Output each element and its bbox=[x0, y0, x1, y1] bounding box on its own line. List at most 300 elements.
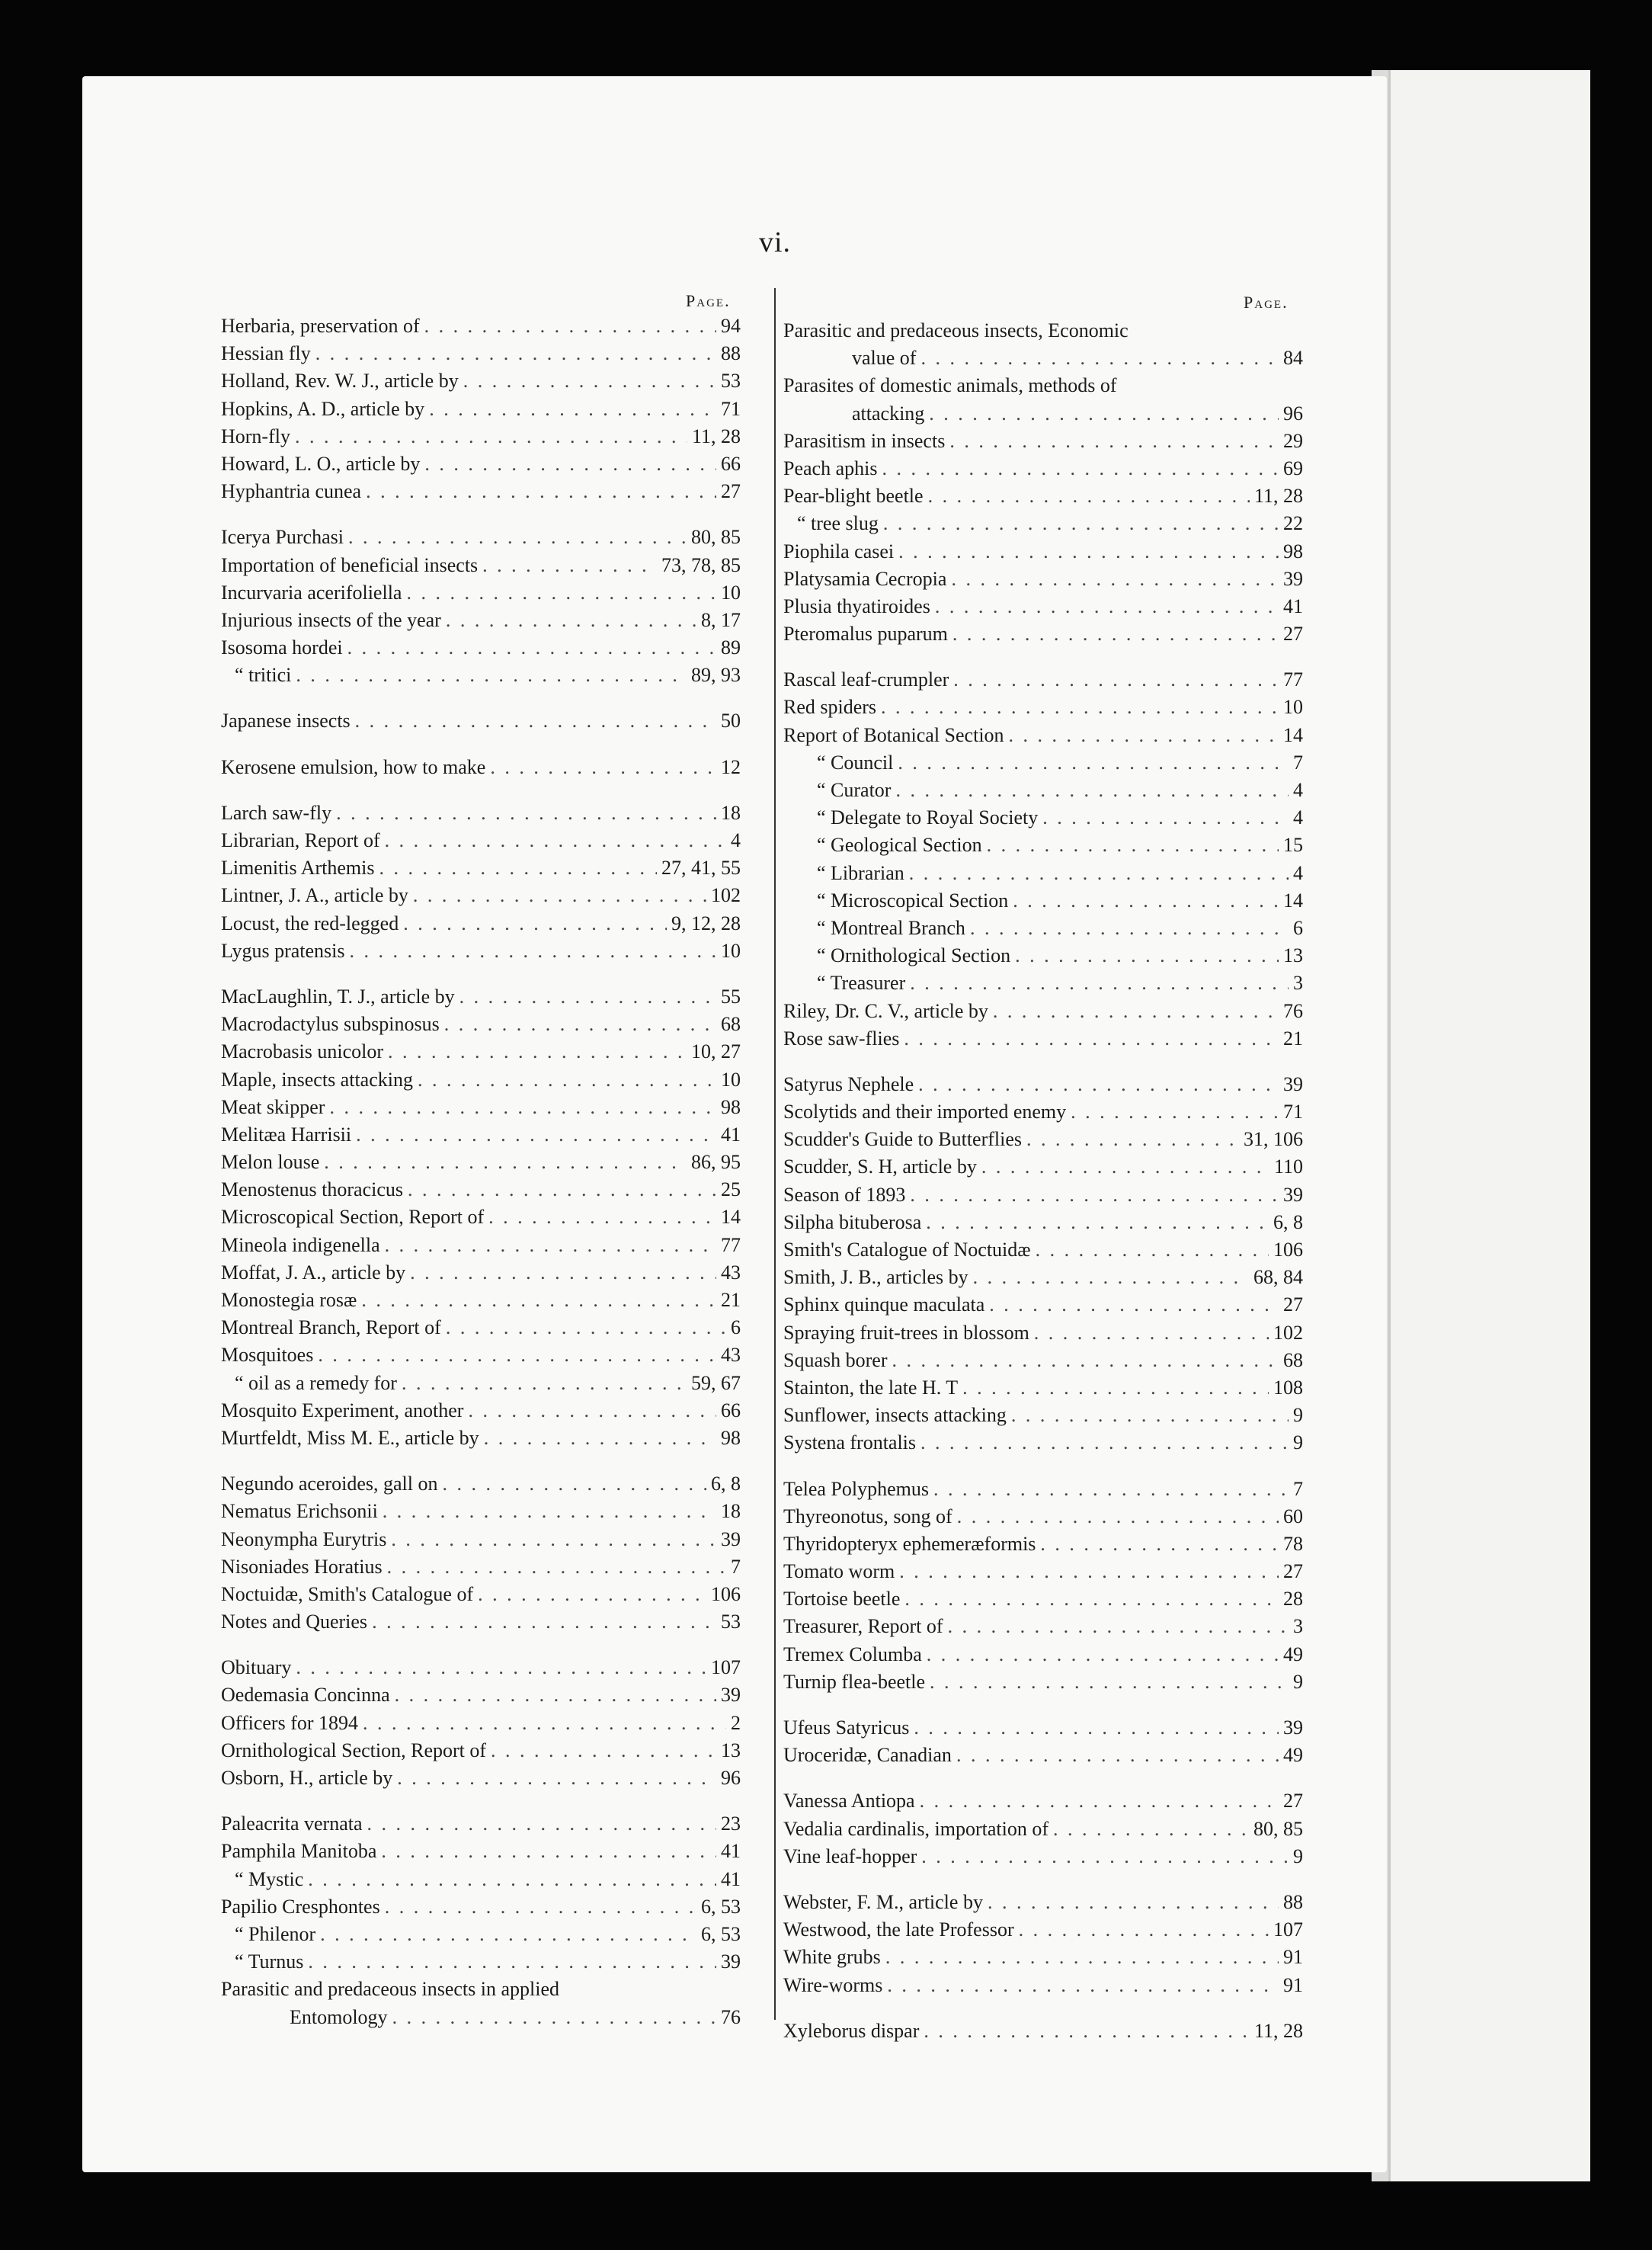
index-entry-term: attacking bbox=[852, 402, 925, 425]
index-entry-page: 39 bbox=[1283, 1183, 1303, 1206]
index-entry-page: 2 bbox=[731, 1711, 741, 1734]
index-entry-term: Melitæa Harrisii bbox=[221, 1123, 352, 1146]
index-entry-term: Webster, F. M., article by bbox=[783, 1890, 983, 1913]
index-entry-page: 21 bbox=[721, 1289, 741, 1311]
index-entry-term: Horn-fly bbox=[221, 425, 290, 447]
index-entry-term: Sunflower, insects attacking bbox=[783, 1404, 1007, 1427]
dot-leader bbox=[899, 1558, 1279, 1585]
dot-leader bbox=[952, 620, 1279, 648]
dot-leader bbox=[444, 1011, 716, 1038]
index-entry-page: 88 bbox=[1283, 1890, 1303, 1913]
index-entry-term: Pamphila Manitoba bbox=[221, 1840, 377, 1863]
index-entry-page: 89 bbox=[721, 636, 741, 659]
index-entry bbox=[783, 1585, 1303, 1613]
index-entry-term: Squash borer bbox=[783, 1348, 888, 1371]
index-entry-page: 91 bbox=[1283, 1973, 1303, 1996]
index-entry bbox=[221, 1149, 741, 1176]
dot-leader bbox=[318, 1341, 716, 1369]
index-entry bbox=[221, 1654, 741, 1681]
index-entry bbox=[783, 482, 1303, 510]
index-entry-page: 89, 93 bbox=[691, 664, 741, 687]
index-entry-term: Peach aphis bbox=[783, 457, 878, 479]
index-entry-term: Papilio Cresphontes bbox=[221, 1895, 380, 1918]
index-entry bbox=[783, 566, 1303, 593]
index-entry bbox=[783, 317, 1303, 345]
index-entry-term: Mosquito Experiment, another bbox=[221, 1399, 464, 1421]
index-entry bbox=[221, 1011, 741, 1038]
page-number: vi. bbox=[759, 226, 792, 258]
index-entry-page: 76 bbox=[721, 2005, 741, 2028]
index-entry-term: Meat skipper bbox=[221, 1095, 325, 1118]
dot-leader bbox=[981, 1153, 1269, 1181]
index-entry-term: Parasitic and predaceous insects in applied bbox=[221, 1978, 560, 2001]
index-entry-term: MacLaughlin, T. J., article by bbox=[221, 985, 455, 1008]
index-entry-page: 71 bbox=[1283, 1101, 1303, 1123]
index-entry-term: Thyridopteryx ephemeræformis bbox=[783, 1532, 1036, 1555]
dot-leader bbox=[395, 1681, 716, 1709]
dot-leader bbox=[379, 854, 658, 882]
index-entry bbox=[221, 1710, 741, 1737]
dot-leader bbox=[1053, 1816, 1249, 1843]
dot-leader bbox=[887, 1972, 1279, 1999]
dot-leader bbox=[418, 1066, 716, 1094]
index-entry-page: 39 bbox=[721, 1684, 741, 1707]
dot-leader bbox=[924, 2018, 1250, 2045]
dot-leader bbox=[933, 1476, 1289, 1503]
index-entry-term: Murtfeldt, Miss M. E., article by bbox=[221, 1426, 479, 1449]
index-entry-term: Uroceridæ, Canadian bbox=[783, 1744, 952, 1767]
dot-leader bbox=[948, 1613, 1289, 1640]
index-entry bbox=[783, 1641, 1303, 1668]
index-entry-term: value of bbox=[852, 347, 917, 370]
index-entry-term: Smith's Catalogue of Noctuidæ bbox=[783, 1239, 1031, 1261]
index-entry-page: 60 bbox=[1283, 1505, 1303, 1527]
index-entry bbox=[783, 1742, 1303, 1769]
index-entry-page: 77 bbox=[1283, 668, 1303, 691]
page-column-heading: Page. bbox=[686, 291, 731, 310]
dot-leader bbox=[949, 428, 1279, 455]
index-entry-term: “ Librarian bbox=[817, 861, 904, 884]
index-entry bbox=[783, 1889, 1303, 1916]
dot-leader bbox=[1071, 1098, 1279, 1126]
index-entry-term: Scudder, S. H, article by bbox=[783, 1155, 977, 1178]
dot-leader bbox=[429, 396, 716, 423]
index-entry-page: 7 bbox=[731, 1555, 741, 1578]
index-entry-term: Tortoise beetle bbox=[783, 1588, 901, 1611]
dot-leader bbox=[898, 538, 1279, 566]
index-entry bbox=[783, 510, 1303, 537]
index-entry-term: Melon louse bbox=[221, 1151, 320, 1174]
index-entry-page: 18 bbox=[721, 801, 741, 824]
index-entry-term: Parasitism in insects bbox=[783, 429, 946, 452]
index-entry-term: Parasitic and predaceous insects, Economic bbox=[783, 319, 1129, 341]
index-entry bbox=[783, 1071, 1303, 1098]
index-entry-term: Monostegia rosæ bbox=[221, 1289, 357, 1311]
index-entry-page: 80, 85 bbox=[691, 526, 741, 549]
index-entry-term: Pear-blight beetle bbox=[783, 485, 924, 508]
index-entry-page: 3 bbox=[1293, 1615, 1303, 1638]
index-entry-page: 11, 28 bbox=[1253, 485, 1303, 508]
index-entry bbox=[221, 1581, 741, 1608]
index-entry-term: Limenitis Arthemis bbox=[221, 857, 375, 880]
index-entry-term: “ Montreal Branch bbox=[817, 916, 965, 939]
dot-leader bbox=[898, 749, 1289, 777]
dot-leader bbox=[320, 1921, 696, 1948]
index-entry bbox=[221, 827, 741, 854]
index-entry-term: Telea Polyphemus bbox=[783, 1477, 929, 1500]
index-entry-page: 68, 84 bbox=[1253, 1266, 1303, 1289]
dot-leader bbox=[883, 510, 1279, 537]
index-entry bbox=[221, 2004, 741, 2031]
index-entry bbox=[221, 340, 741, 367]
index-entry bbox=[221, 882, 741, 909]
index-entry bbox=[783, 1236, 1303, 1264]
index-entry bbox=[783, 1181, 1303, 1209]
dot-leader bbox=[329, 1094, 716, 1121]
dot-leader bbox=[1009, 722, 1279, 749]
index-entry-page: 68 bbox=[721, 1013, 741, 1036]
index-entry-page: 53 bbox=[721, 1611, 741, 1633]
index-entry bbox=[783, 1429, 1303, 1457]
index-entry-page: 6 bbox=[731, 1316, 741, 1339]
index-entry bbox=[221, 1737, 741, 1764]
index-entry-page: 11, 28 bbox=[1253, 2019, 1303, 2042]
index-entry-page: 4 bbox=[1293, 779, 1303, 801]
index-entry bbox=[783, 1209, 1303, 1236]
index-entry-term: “ Philenor bbox=[235, 1922, 316, 1945]
index-entry-page: 27 bbox=[1283, 623, 1303, 646]
index-entry-page: 27 bbox=[721, 480, 741, 503]
index-entry bbox=[221, 707, 741, 735]
index-entry-page: 91 bbox=[1283, 1946, 1303, 1969]
dot-leader bbox=[372, 1608, 716, 1636]
index-entry-term: Smith, J. B., articles by bbox=[783, 1266, 968, 1289]
dot-leader bbox=[402, 1370, 687, 1397]
index-entry-page: 9 bbox=[1293, 1404, 1303, 1427]
index-entry-term: Sphinx quinque maculata bbox=[783, 1293, 985, 1316]
dot-leader bbox=[957, 1503, 1279, 1530]
index-entry-page: 6, 53 bbox=[701, 1922, 741, 1945]
dot-leader bbox=[478, 1581, 706, 1608]
index-entry-term: Systena frontalis bbox=[783, 1431, 917, 1454]
index-entry bbox=[783, 1816, 1303, 1843]
index-entry-term: Kerosene emulsion, how to make bbox=[221, 755, 486, 778]
index-entry bbox=[783, 400, 1303, 428]
index-entry-term: Howard, L. O., article by bbox=[221, 452, 421, 475]
index-entry bbox=[783, 887, 1303, 915]
dot-leader bbox=[463, 367, 716, 395]
dot-leader bbox=[927, 1641, 1279, 1668]
dot-leader bbox=[956, 1742, 1279, 1769]
dot-leader bbox=[348, 524, 687, 551]
index-entry-term: Platysamia Cecropia bbox=[783, 567, 947, 590]
index-entry bbox=[221, 938, 741, 965]
dot-leader bbox=[988, 1889, 1279, 1916]
index-entry bbox=[783, 694, 1303, 721]
index-entry bbox=[221, 1287, 741, 1314]
index-entry bbox=[221, 1838, 741, 1865]
index-entry-term: Red spiders bbox=[783, 696, 877, 719]
index-entry-term: Wire-worms bbox=[783, 1973, 883, 1996]
index-entry-page: 15 bbox=[1283, 834, 1303, 857]
dot-leader bbox=[482, 552, 657, 579]
index-entry-page: 13 bbox=[1283, 944, 1303, 967]
index-entry bbox=[221, 1038, 741, 1066]
index-entry-page: 78 bbox=[1283, 1532, 1303, 1555]
dot-leader bbox=[406, 579, 716, 607]
dot-leader bbox=[935, 593, 1279, 620]
dot-leader bbox=[408, 1176, 716, 1204]
index-entry bbox=[783, 593, 1303, 620]
index-entry-term: “ Curator bbox=[817, 779, 892, 801]
index-entry bbox=[221, 1470, 741, 1498]
dot-leader bbox=[424, 450, 716, 478]
index-entry-page: 86, 95 bbox=[691, 1151, 741, 1174]
index-entry-page: 53 bbox=[721, 370, 741, 393]
index-entry bbox=[221, 1425, 741, 1452]
index-entry-page: 14 bbox=[721, 1206, 741, 1229]
index-entry-term: “ Mystic bbox=[235, 1867, 304, 1890]
index-entry bbox=[783, 1264, 1303, 1291]
index-entry-page: 4 bbox=[731, 829, 741, 851]
index-entry-term: Holland, Rev. W. J., article by bbox=[221, 370, 459, 393]
index-entry-page: 102 bbox=[1273, 1321, 1303, 1344]
index-entry-page: 9 bbox=[1293, 1431, 1303, 1454]
index-entry-term: Scolytids and their imported enemy bbox=[783, 1101, 1067, 1123]
index-entry bbox=[783, 345, 1303, 372]
index-entry-term: Hyphantria cunea bbox=[221, 480, 362, 503]
index-entry bbox=[783, 1613, 1303, 1640]
index-entry-page: 73, 78, 85 bbox=[661, 553, 741, 576]
index-entry bbox=[783, 1347, 1303, 1374]
dot-leader bbox=[987, 832, 1279, 859]
index-entry-page: 31, 106 bbox=[1244, 1128, 1303, 1151]
dot-leader bbox=[347, 634, 716, 662]
index-entry bbox=[783, 915, 1303, 942]
dot-leader bbox=[953, 666, 1279, 694]
index-entry bbox=[221, 1681, 741, 1709]
index-entry-page: 41 bbox=[721, 1840, 741, 1863]
index-entry-term: Hopkins, A. D., article by bbox=[221, 397, 425, 420]
index-entry-term: Treasurer, Report of bbox=[783, 1615, 943, 1638]
index-entry-page: 49 bbox=[1283, 1643, 1303, 1665]
index-entry-term: Noctuidæ, Smith's Catalogue of bbox=[221, 1582, 474, 1605]
index-entry-page: 10 bbox=[721, 939, 741, 962]
dot-leader bbox=[918, 1071, 1279, 1098]
index-entry-term: Larch saw-fly bbox=[221, 801, 332, 824]
index-entry-page: 14 bbox=[1283, 723, 1303, 746]
dot-leader bbox=[962, 1374, 1269, 1402]
dot-leader bbox=[446, 1314, 726, 1341]
index-entry-term: Negundo aceroides, gall on bbox=[221, 1473, 438, 1495]
index-entry bbox=[221, 1204, 741, 1231]
index-entry-term: “ Delegate to Royal Society bbox=[817, 806, 1039, 829]
index-entry-page: 106 bbox=[711, 1582, 741, 1605]
dot-leader bbox=[490, 754, 716, 781]
dot-leader bbox=[921, 1843, 1289, 1870]
index-entry-page: 7 bbox=[1293, 1477, 1303, 1500]
dot-leader bbox=[1015, 942, 1279, 970]
index-entry-page: 80, 85 bbox=[1253, 1817, 1303, 1840]
index-entry bbox=[221, 1066, 741, 1094]
index-entry-page: 84 bbox=[1283, 347, 1303, 370]
index-entry-term: Menostenus thoracicus bbox=[221, 1178, 404, 1201]
index-entry-page: 110 bbox=[1273, 1155, 1303, 1178]
index-entry-term: Macrodactylus subspinosus bbox=[221, 1013, 440, 1036]
dot-leader bbox=[446, 607, 696, 634]
index-entry-page: 94 bbox=[721, 315, 741, 337]
index-entry-page: 25 bbox=[721, 1178, 741, 1201]
index-entry bbox=[783, 1916, 1303, 1944]
index-entry-term: Neonympha Eurytris bbox=[221, 1527, 387, 1550]
index-entry-term: Moffat, J. A., article by bbox=[221, 1261, 406, 1284]
index-entry-term: Westwood, the late Professor bbox=[783, 1918, 1014, 1941]
index-entry bbox=[783, 428, 1303, 455]
dot-leader bbox=[403, 910, 667, 938]
index-entry bbox=[783, 1374, 1303, 1402]
index-entry-term: “ Turnus bbox=[235, 1950, 304, 1973]
index-entry bbox=[783, 1843, 1303, 1870]
index-entry-page: 10, 27 bbox=[691, 1040, 741, 1063]
index-entry bbox=[783, 1291, 1303, 1319]
index-entry-page: 13 bbox=[721, 1739, 741, 1761]
index-entry-page: 4 bbox=[1293, 806, 1303, 829]
index-entry-term: Librarian, Report of bbox=[221, 829, 380, 851]
index-entry-page: 39 bbox=[1283, 1072, 1303, 1095]
index-entry bbox=[783, 1530, 1303, 1558]
dot-leader bbox=[424, 312, 716, 340]
index-entry-page: 106 bbox=[1273, 1239, 1303, 1261]
index-entry-page: 43 bbox=[721, 1344, 741, 1367]
index-entry bbox=[783, 372, 1303, 399]
dot-leader bbox=[355, 707, 716, 735]
dot-leader bbox=[392, 2004, 716, 2031]
index-entry-page: 41 bbox=[721, 1123, 741, 1146]
index-entry bbox=[221, 1921, 741, 1948]
index-entry-page: 59, 67 bbox=[691, 1371, 741, 1394]
dot-leader bbox=[882, 455, 1279, 482]
index-entry-term: Vanessa Antiopa bbox=[783, 1790, 915, 1812]
dot-leader bbox=[929, 400, 1279, 428]
index-entry-term: Mosquitoes bbox=[221, 1344, 314, 1367]
index-entry-page: 41 bbox=[721, 1867, 741, 1890]
dot-leader bbox=[920, 1429, 1289, 1457]
index-entry bbox=[783, 1153, 1303, 1181]
index-entry-page: 41 bbox=[1283, 595, 1303, 617]
index-entry bbox=[221, 607, 741, 634]
index-entry bbox=[221, 1948, 741, 1976]
index-entry-page: 12 bbox=[721, 755, 741, 778]
index-entry-term: Report of Botanical Section bbox=[783, 723, 1004, 746]
index-entry bbox=[783, 1503, 1303, 1530]
index-entry-page: 6, 53 bbox=[701, 1895, 741, 1918]
dot-leader bbox=[1034, 1319, 1269, 1347]
dot-leader bbox=[895, 777, 1289, 804]
index-entry-term: Incurvaria acerifoliella bbox=[221, 581, 402, 604]
dot-leader bbox=[295, 423, 687, 450]
dot-leader bbox=[930, 1668, 1289, 1696]
index-entry-term: Piophila casei bbox=[783, 540, 895, 562]
dot-leader bbox=[951, 566, 1279, 593]
index-entry bbox=[221, 1498, 741, 1525]
index-entry bbox=[221, 1094, 741, 1121]
index-entry-term: “ tritici bbox=[235, 664, 292, 687]
index-entry-page: 108 bbox=[1273, 1376, 1303, 1399]
index-entry-page: 6, 8 bbox=[1273, 1210, 1303, 1233]
index-entry-term: Entomology bbox=[290, 2005, 388, 2028]
index-entry-page: 107 bbox=[1273, 1918, 1303, 1941]
index-entry bbox=[221, 1176, 741, 1204]
index-entry-page: 8, 17 bbox=[701, 608, 741, 631]
dot-leader bbox=[459, 983, 716, 1011]
dot-leader bbox=[904, 1585, 1279, 1613]
dot-leader bbox=[909, 860, 1289, 887]
index-entry bbox=[783, 860, 1303, 887]
index-entry-page: 107 bbox=[711, 1656, 741, 1679]
index-entry-page: 71 bbox=[721, 397, 741, 420]
index-entry-term: Ornithological Section, Report of bbox=[221, 1739, 487, 1761]
dot-leader bbox=[1019, 1916, 1269, 1944]
dot-leader bbox=[914, 1714, 1279, 1742]
dot-leader bbox=[973, 1264, 1249, 1291]
index-entry bbox=[221, 579, 741, 607]
index-entry bbox=[221, 1121, 741, 1149]
index-entry bbox=[221, 524, 741, 551]
index-entry bbox=[221, 1893, 741, 1921]
index-entry-term: Season of 1893 bbox=[783, 1183, 906, 1206]
index-entry-page: 66 bbox=[721, 1399, 741, 1421]
index-entry bbox=[783, 749, 1303, 777]
column-divider bbox=[774, 288, 776, 2020]
dot-leader bbox=[881, 694, 1279, 721]
index-entry bbox=[221, 754, 741, 781]
dot-leader bbox=[308, 1866, 716, 1893]
dot-leader bbox=[1013, 887, 1279, 915]
index-entry-page: 14 bbox=[1283, 889, 1303, 912]
index-entry-term: Spraying fruit-trees in blossom bbox=[783, 1321, 1029, 1344]
index-entry bbox=[783, 1787, 1303, 1815]
index-entry-term: Rascal leaf-crumpler bbox=[783, 668, 949, 691]
index-entries-left bbox=[221, 312, 741, 2031]
index-entry bbox=[783, 942, 1303, 970]
index-entry bbox=[783, 832, 1303, 859]
index-entry bbox=[783, 1558, 1303, 1585]
index-entry-term: Icerya Purchasi bbox=[221, 526, 344, 549]
index-entry-page: 76 bbox=[1283, 999, 1303, 1022]
index-entry-term: “ tree slug bbox=[797, 512, 879, 535]
index-entry-term: Importation of beneficial insects bbox=[221, 553, 479, 576]
dot-leader bbox=[910, 970, 1289, 997]
index-entry-page: 3 bbox=[1293, 972, 1303, 995]
index-entry-term: Thyreonotus, song of bbox=[783, 1505, 952, 1527]
adjacent-page bbox=[1388, 70, 1590, 2181]
index-entry-page: 27 bbox=[1283, 1560, 1303, 1583]
index-entry-page: 43 bbox=[721, 1261, 741, 1284]
index-entry-term: Herbaria, preservation of bbox=[221, 315, 420, 337]
index-entry bbox=[221, 478, 741, 505]
index-entry bbox=[783, 1944, 1303, 1971]
dot-leader bbox=[410, 1259, 716, 1287]
index-entry bbox=[221, 634, 741, 662]
index-entry bbox=[221, 1232, 741, 1259]
index-entry-term: Vine leaf-hopper bbox=[783, 1845, 917, 1867]
index-entry bbox=[221, 423, 741, 450]
dot-leader bbox=[926, 1209, 1269, 1236]
dot-leader bbox=[484, 1425, 716, 1452]
dot-leader bbox=[296, 662, 687, 689]
index-entry-page: 21 bbox=[1283, 1027, 1303, 1050]
index-entry bbox=[221, 1526, 741, 1553]
